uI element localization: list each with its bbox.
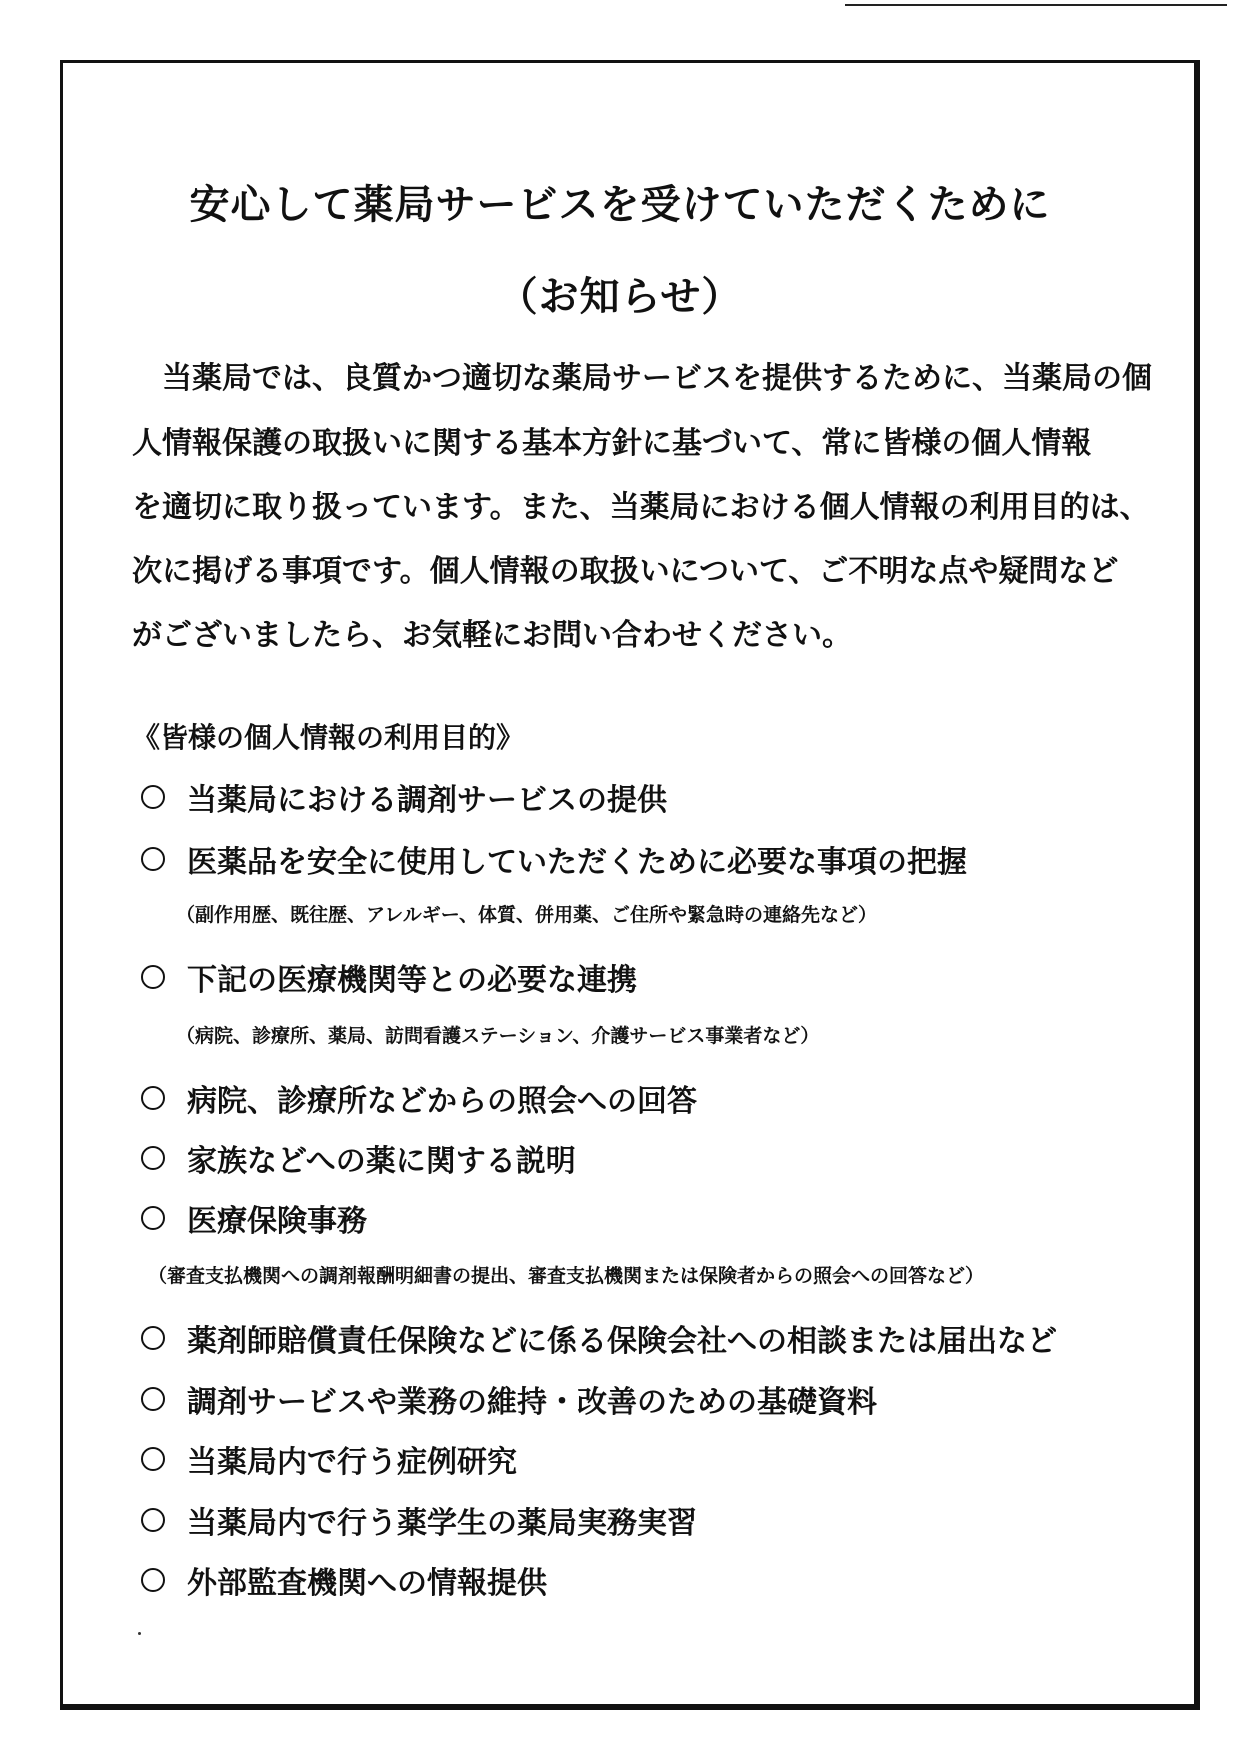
purpose-item (141, 955, 637, 999)
intro-line-1: 当薬局では、良質かつ適切な薬局サービスを提供するために、当薬局の個 (132, 361, 1152, 396)
notice-title: 安心して薬局サービスを受けていただくために (189, 182, 1051, 228)
circle-bullet-icon (141, 785, 165, 809)
purpose-item-label: 外部監査機関への情報提供 (187, 1566, 547, 1601)
intro-line-5: がございましたら、お気軽にお問い合わせください。 (132, 618, 852, 653)
purpose-item-label: 当薬局内で行う症例研究 (187, 1445, 517, 1480)
purpose-item-label: 下記の医療機関等との必要な連携 (187, 963, 637, 998)
scan-speck (138, 1632, 141, 1635)
circle-bullet-icon (141, 1387, 165, 1411)
circle-bullet-icon (141, 1206, 165, 1230)
intro-line-3: を適切に取り扱っています。また、当薬局における個人情報の利用目的は、 (132, 490, 1150, 525)
purpose-item-label: 医薬品を安全に使用していただくために必要な事項の把握 (187, 845, 967, 880)
purpose-item (141, 1076, 697, 1120)
purpose-item (141, 1437, 517, 1481)
purpose-item-note: （病院、診療所、薬局、訪問看護ステーション、介護サービス事業者など） (176, 1025, 820, 1047)
purpose-item (141, 775, 667, 819)
purpose-item-note: （副作用歴、既往歴、アレルギー、体質、併用薬、ご住所や緊急時の連絡先など） (176, 904, 878, 926)
purpose-item (141, 1558, 547, 1602)
intro-line-2: 人情報保護の取扱いに関する基本方針に基づいて、常に皆様の個人情報 (132, 426, 1092, 461)
purpose-item-label: 家族などへの薬に関する説明 (187, 1144, 576, 1179)
purpose-item (141, 1196, 367, 1240)
purpose-item-label: 調剤サービスや業務の維持・改善のための基礎資料 (187, 1385, 877, 1420)
circle-bullet-icon (141, 1568, 165, 1592)
purpose-item-label: 病院、診療所などからの照会への回答 (187, 1084, 697, 1119)
purpose-item-note: （審査支払機関への調剤報酬明細書の提出、審査支払機関または保険者からの照会への回答など） (148, 1265, 985, 1287)
purpose-item-label: 当薬局における調剤サービスの提供 (187, 783, 667, 818)
purpose-heading: 《皆様の個人情報の利用目的》 (132, 721, 525, 754)
purpose-item (141, 1377, 877, 1421)
circle-bullet-icon (141, 1447, 165, 1471)
circle-bullet-icon (141, 1326, 165, 1350)
circle-bullet-icon (141, 847, 165, 871)
notice-subtitle: （お知らせ） (497, 274, 743, 320)
purpose-item (141, 1136, 576, 1180)
purpose-item (141, 837, 967, 881)
purpose-item-label: 医療保険事務 (187, 1204, 367, 1239)
circle-bullet-icon (141, 965, 165, 989)
top-edge-rule (845, 4, 1227, 6)
purpose-item (141, 1316, 1057, 1360)
purpose-item-label: 当薬局内で行う薬学生の薬局実務実習 (187, 1506, 697, 1541)
circle-bullet-icon (141, 1508, 165, 1532)
purpose-item (141, 1498, 697, 1542)
intro-line-4: 次に掲げる事項です。個人情報の取扱いについて、ご不明な点や疑問など (132, 554, 1119, 589)
circle-bullet-icon (141, 1086, 165, 1110)
circle-bullet-icon (141, 1146, 165, 1170)
purpose-item-label: 薬剤師賠償責任保険などに係る保険会社への相談または届出など (187, 1324, 1057, 1359)
